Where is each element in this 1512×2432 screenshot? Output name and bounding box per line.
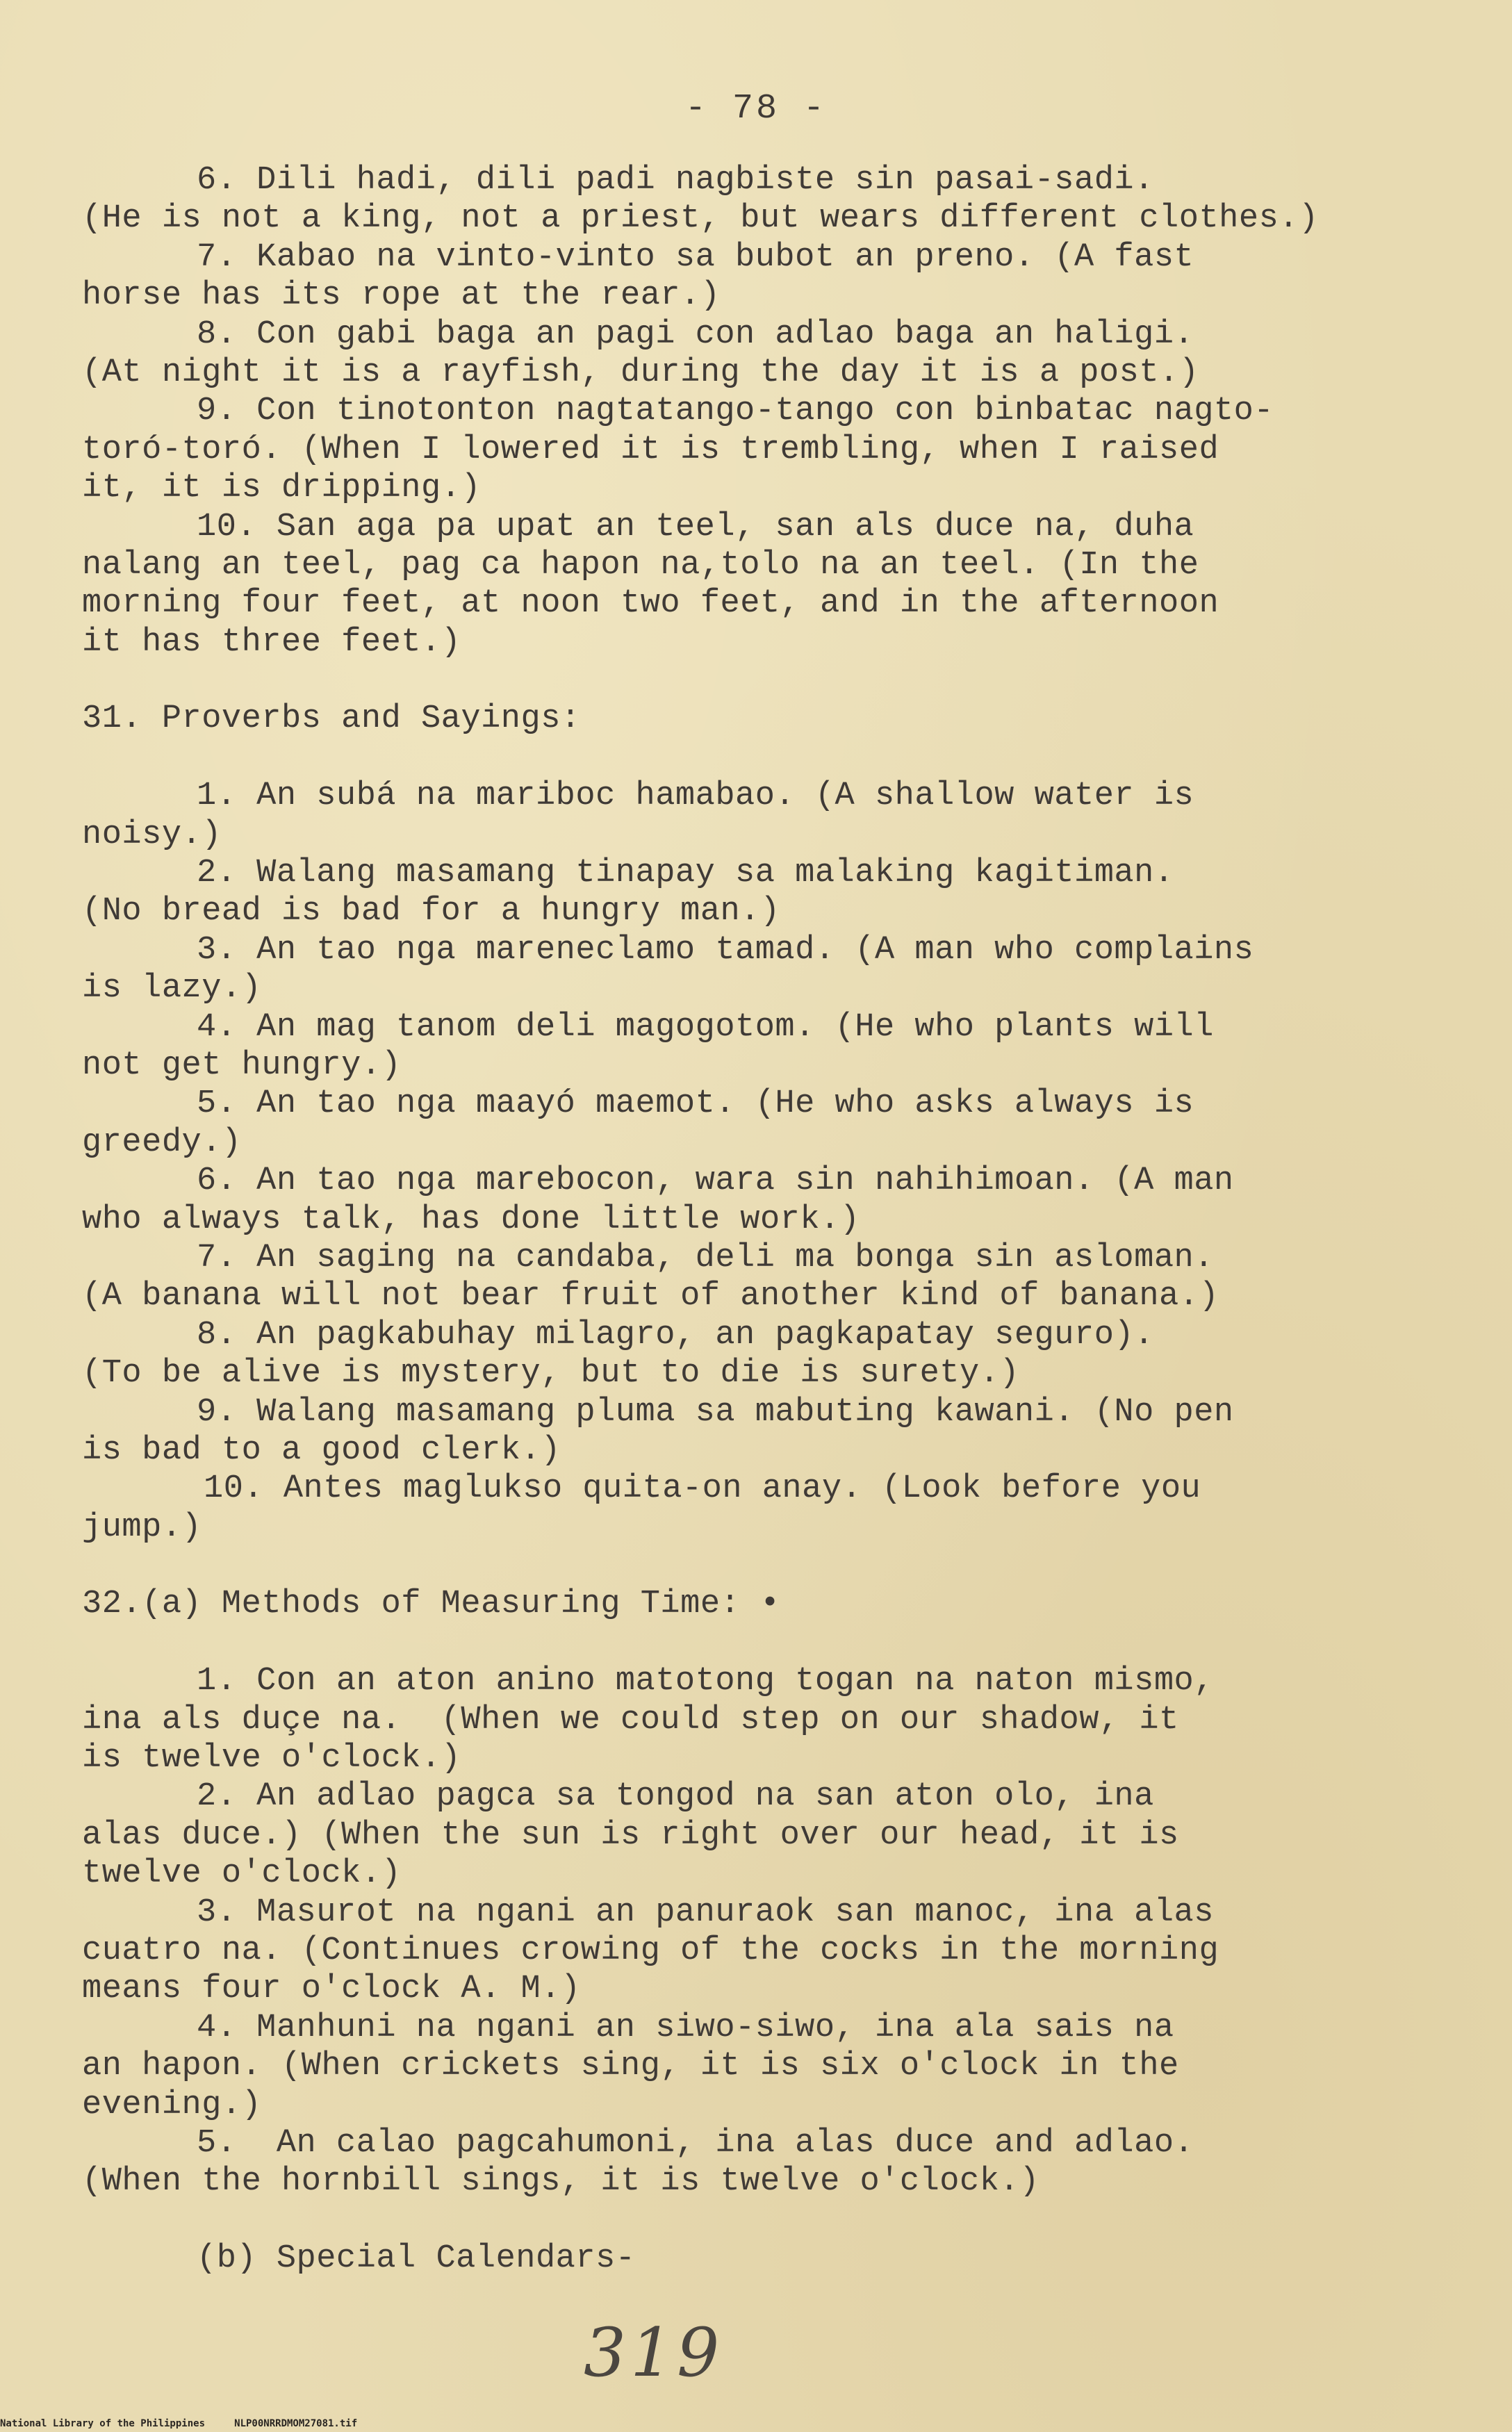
time-method-line: is twelve o'clock.)	[82, 1740, 461, 1777]
time-method-line: (When the hornbill sings, it is twelve o'clock.)	[82, 2163, 1040, 2201]
document-body	[82, 161, 1486, 2278]
proverb-line: 9. Walang masamang pluma sa mabuting kawani. (No pen	[197, 1393, 1234, 1431]
handwritten-page-number: 319	[584, 2314, 724, 2392]
proverb-line: (To be alive is mystery, but to die is surety.)	[82, 1355, 1020, 1392]
time-method-line: cuatro na. (Continues crowing of the cocks in the morning	[82, 1932, 1219, 1969]
time-method-line: 1. Con an aton anino matotong togan na naton mismo,	[197, 1663, 1214, 1700]
proverb-line: not get hungry.)	[82, 1046, 402, 1084]
section-heading-special-calendars: (b) Special Calendars-	[197, 2240, 636, 2278]
time-method-line: ina als duçe na. (When we could step on our shadow, it	[82, 1701, 1179, 1739]
section-heading-proverbs: 31. Proverbs and Sayings:	[82, 700, 581, 738]
time-method-line: means four o'clock A. M.)	[82, 1971, 581, 2008]
riddle-line: horse has its rope at the rear.)	[82, 277, 721, 315]
time-method-line: twelve o'clock.)	[82, 1855, 402, 1893]
page-number: - 78 -	[684, 89, 828, 129]
riddle-line: nalang an teel, pag ca hapon na,tolo na an teel. (In the	[82, 546, 1199, 584]
time-method-line: 2. An adlao pagca sa tongod na san aton olo, ina	[197, 1778, 1154, 1816]
proverb-line: 3. An tao nga mareneclamo tamad. (A man who complains	[197, 931, 1254, 969]
riddle-line: 6. Dili hadi, dili padi nagbiste sin pasai-sadi.	[197, 162, 1154, 199]
proverb-line: (A banana will not bear fruit of another kind of banana.)	[82, 1278, 1219, 1315]
riddle-line: (He is not a king, not a priest, but wears different clothes.)	[82, 200, 1319, 238]
proverb-line: who always talk, has done little work.)	[82, 1201, 860, 1238]
proverb-line: 1. An subá na mariboc hamabao. (A shallow water is	[197, 778, 1194, 815]
riddle-line: it has three feet.)	[82, 623, 461, 661]
time-method-line: 4. Manhuni na ngani an siwo-siwo, ina ala sais na	[197, 2009, 1174, 2046]
riddle-line: 7. Kabao na vinto-vinto sa bubot an preno. (A fast	[197, 238, 1194, 276]
proverb-line: 4. An mag tanom deli magogotom. (He who plants will	[197, 1008, 1214, 1046]
proverb-line: jump.)	[82, 1509, 202, 1546]
riddle-line: it, it is dripping.)	[82, 470, 482, 507]
proverb-line: 7. An saging na candaba, deli ma bonga sin asloman.	[197, 1239, 1214, 1276]
riddle-line: 9. Con tinotonton nagtatango-tango con binbatac nagto-	[197, 393, 1274, 430]
riddle-line: (At night it is a rayfish, during the day it is a post.)	[82, 354, 1199, 391]
proverb-line: 8. An pagkabuhay milagro, an pagkapatay seguro).	[197, 1316, 1154, 1354]
proverb-line: greedy.)	[82, 1124, 242, 1161]
proverb-line: noisy.)	[82, 816, 222, 853]
time-method-line: 3. Masurot na ngani an panuraok san manoc, ina alas	[197, 1893, 1214, 1931]
time-method-line: 5. An calao pagcahumoni, ina alas duce and adlao.	[197, 2124, 1194, 2162]
proverb-line: 2. Walang masamang tinapay sa malaking kagitiman.	[197, 855, 1174, 892]
riddle-line: toró-toró. (When I lowered it is trembling, when I raised	[82, 431, 1219, 468]
time-method-line: evening.)	[82, 2086, 262, 2123]
riddle-line: morning four feet, at noon two feet, and in the afternoon	[82, 585, 1219, 623]
section-heading-measuring-time: 32.(a) Methods of Measuring Time: •	[82, 1586, 780, 1623]
time-method-line: alas duce.) (When the sun is right over our head, it is	[82, 1816, 1179, 1854]
proverb-line: 5. An tao nga maayó maemot. (He who asks always is	[197, 1085, 1194, 1123]
proverb-line: (No bread is bad for a hungry man.)	[82, 893, 780, 930]
proverb-line: 6. An tao nga marebocon, wara sin nahihimoan. (A man	[197, 1162, 1234, 1200]
archive-footer: National Library of the Philippines NLP00NRRDMOM27081.tif	[0, 2418, 358, 2429]
proverb-line: is bad to a good clerk.)	[82, 1431, 561, 1469]
riddle-line: 8. Con gabi baga an pagi con adlao baga an haligi.	[197, 315, 1194, 353]
proverb-line: is lazy.)	[82, 970, 262, 1008]
time-method-line: an hapon. (When crickets sing, it is six o'clock in the	[82, 2048, 1179, 2085]
riddle-line: 10. San aga pa upat an teel, san als duce na, duha	[197, 508, 1194, 545]
proverb-line: 10. Antes maglukso quita-on anay. (Look before you	[204, 1470, 1201, 1508]
